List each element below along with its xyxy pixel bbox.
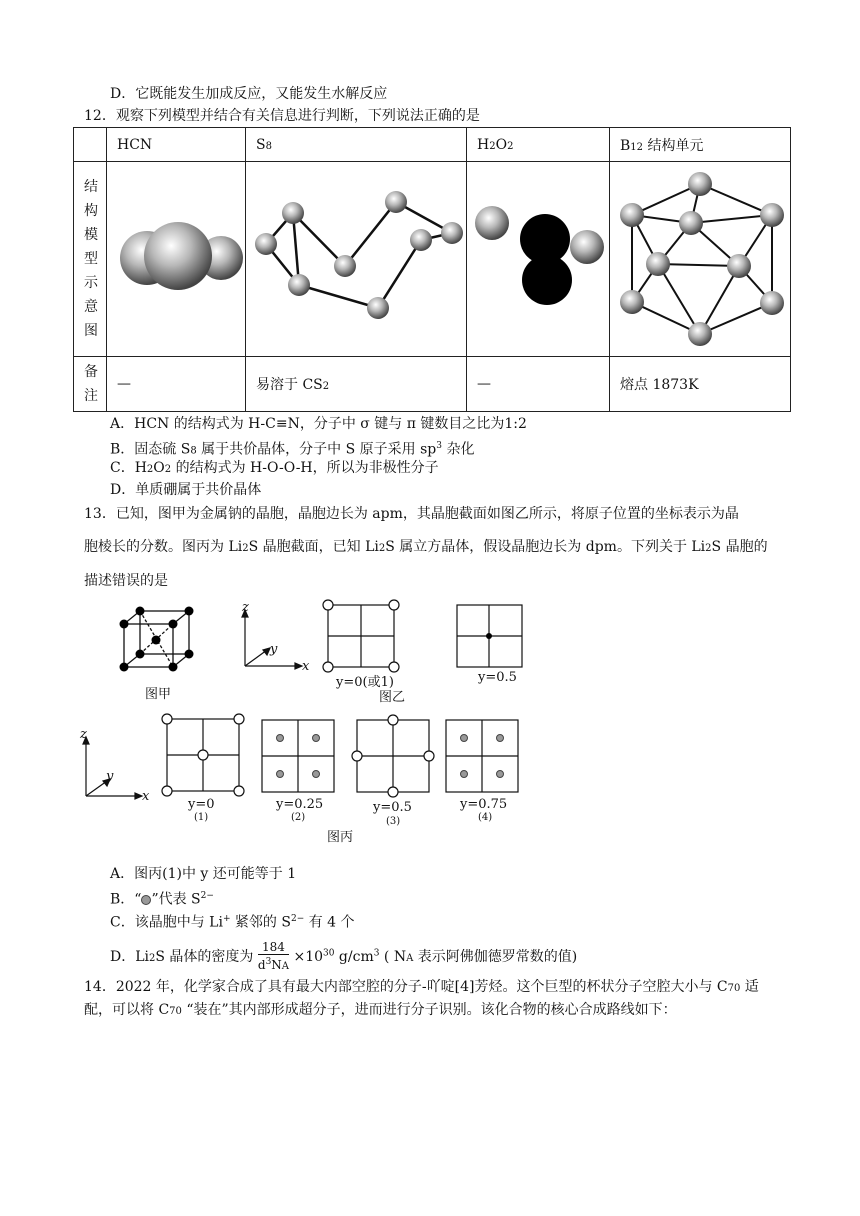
- gray-atom-icon: [141, 895, 151, 905]
- model-hcn: [107, 162, 246, 357]
- q13-line2: 胞棱长的分数。图丙为 Li2S 晶胞截面，已知 Li2S 属立方晶体，假设晶胞边长为 dpm。下列关于 Li2S 晶胞的: [84, 539, 768, 555]
- q12-table: [73, 127, 791, 412]
- axis-x-label-2: x: [142, 789, 150, 804]
- q14-line2: 配，可以将 C70 “装在”其内部形成超分子，进而进行分子识别。该化合物的核心合成路线如下：: [84, 1002, 677, 1018]
- axis-x-label: x: [302, 659, 310, 674]
- s8-model-image: [246, 162, 466, 352]
- q13-option-d: D．Li2S 晶体的密度为 $\frac{184}{d^3NA}$ $\times 10^{30}$ $g/cm^3$ ( NA 表示阿佛伽德罗常数的值): [110, 940, 578, 972]
- note-h2o2: —: [467, 357, 610, 412]
- row-label-note: 备注: [74, 357, 107, 412]
- q12-option-c: C．H2O2 的结构式为 H-O-O-H，所以为非极性分子: [110, 460, 439, 476]
- fig-bing-num-2: (2): [291, 812, 306, 823]
- axis-z-label-2: z: [80, 727, 87, 742]
- q12-option-a: A．HCN 的结构式为 H-C≡N，分子中 σ 键与 π 键数目之比为1:2: [110, 416, 527, 432]
- q14-line1: 14．2022 年，化学家合成了具有最大内部空腔的分子-吖啶[4]芳烃。这个巨型的杯状分子空腔大小与 C70 适: [84, 979, 759, 995]
- fig-bing-num-3: (3): [386, 816, 401, 827]
- fig-bing-1: [160, 712, 246, 798]
- fig-bing-label-2: y=0.25: [276, 797, 324, 812]
- header-s8: S8: [246, 128, 467, 162]
- corner-cell: [74, 128, 107, 162]
- fig-jia-bcc-cube: [110, 604, 205, 674]
- fig-bing-label-4: y=0.75: [460, 797, 508, 812]
- density-fraction: $\frac{184}{d^3NA}$: [257, 940, 290, 972]
- model-h2o2: [467, 162, 610, 357]
- axis-y-label-2: y: [106, 769, 114, 784]
- header-hcn: HCN: [107, 128, 246, 162]
- q13-line3: 描述错误的是: [84, 573, 168, 589]
- b12-model-image: [610, 162, 790, 352]
- fig-bing-label: 图丙: [327, 830, 354, 845]
- fig-bing-num-1: (1): [194, 812, 209, 823]
- q13-option-a: A．图丙(1)中 y 还可能等于 1: [110, 866, 297, 882]
- header-h2o2: H2O2: [467, 128, 610, 162]
- q11-option-d: D．它既能发生加成反应，又能发生水解反应: [110, 86, 388, 102]
- q13-option-b: B．“ ”代表 $S^{2-}$: [110, 891, 214, 908]
- axis-z-label: z: [242, 600, 249, 615]
- fig-yi-label: 图乙: [379, 690, 406, 705]
- fig-yi-y0: [322, 598, 402, 674]
- q13-line1: 13．已知，图甲为金属钠的晶胞，晶胞边长为 apm，其晶胞截面如图乙所示，将原子位置的坐标表示为晶: [84, 506, 739, 522]
- fig-yi-label-y0: y=0(或1): [336, 675, 394, 690]
- q12-option-b: B．固态硫 S8 属于共价晶体，分子中 S 原子采用 $sp^3$ 杂化: [110, 441, 475, 458]
- q12-option-d: D．单质硼属于共价晶体: [110, 482, 262, 498]
- row-label-structure: 结构模型示意图: [74, 162, 107, 357]
- fig-yi-label-y05: y=0.5: [478, 670, 517, 685]
- hcn-model-image: [107, 162, 245, 352]
- fig-bing-num-4: (4): [478, 812, 493, 823]
- fig-bing-label-3: y=0.5: [373, 800, 412, 815]
- model-s8: [246, 162, 467, 357]
- model-b12: [610, 162, 791, 357]
- fig-bing-4: [444, 718, 520, 794]
- q13-option-c: C．该晶胞中与 Li+ 紧邻的 $S^{2-}$ 有 4 个: [110, 914, 355, 931]
- note-s8: 易溶于 CS2: [246, 357, 467, 412]
- fig-bing-3: [350, 713, 436, 799]
- q12-stem: 12．观察下列模型并结合有关信息进行判断，下列说法正确的是: [84, 108, 480, 124]
- note-b12: 熔点 1873K: [610, 357, 791, 412]
- fig-bing-label-1: y=0: [188, 797, 215, 812]
- fig-yi-y05: [452, 600, 527, 672]
- h2o2-model-image: [467, 162, 609, 352]
- fig-jia-label: 图甲: [145, 687, 172, 702]
- fig-bing-2: [260, 718, 336, 794]
- axis-y-label: y: [270, 642, 278, 657]
- header-b12: B12 结构单元: [610, 128, 791, 162]
- note-hcn: —: [107, 357, 246, 412]
